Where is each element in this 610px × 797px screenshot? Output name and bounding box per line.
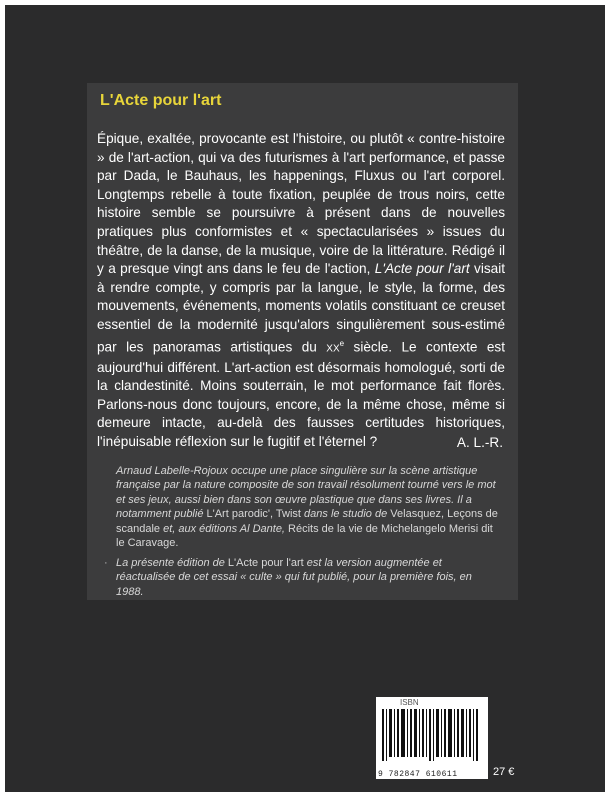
blurb-part2: visait à rendre compte, y compris par la langue, le style, la forme, des mouvements, événements, moments volatils constituant ce creuset essentiel de la modernité jusqu'alors singulièrement sous-estimé par les panoramas artistiques du: [97, 261, 506, 355]
edition-note: [104, 556, 502, 599]
barcode-number: 9 782847 610611: [378, 770, 458, 779]
blurb-century: XX: [326, 343, 340, 355]
price-label: 27 €: [493, 766, 515, 778]
bio-works1: L'Art parodic', Twist: [206, 508, 301, 521]
barcode: [376, 697, 488, 779]
blurb-part3: siècle. Le contexte est aujourd'hui différent. L'art-action est désormais homologué, sorti de la clandestinité. Moins souterrain, le mot performance fait florès. Parlons-nous donc toujours, encore, de la même chose, même si demeure intacte, au-delà des fausses certitudes historiques, l'inépuisable réflexion sur le fugitif et l'éternel ?: [97, 339, 506, 450]
note-book-title: L'Acte pour l'art: [227, 557, 304, 569]
bio-part3: et, aux éditions Al Dante,: [160, 522, 289, 535]
isbn-label: ISBN: [400, 698, 419, 707]
author-bio: [116, 464, 502, 550]
blurb-part1: Épique, exaltée, provocante est l'histoire, ou plutôt « contre-histoire » de l'art-action, qui va des futurismes à l'art performance, et passe par Dada, le Bauhaus, les happenings, Fluxus ou l'art corporel. Longtemps rebelle à toute fixation, peuplée de trous noirs, cette histoire semble se poursuivre à présent dans de nouvelles pratiques plus conformistes et « spectacularisées » issues du théâtre, de la danse, de la musique, voire de la littérature. Rédigé il y a presque vingt ans dans le feu de l'action,: [97, 131, 505, 277]
barcode-icon: [376, 697, 488, 779]
bio-works3: Récits de la vie de Michelangelo Merisi dit le Caravage: [116, 522, 493, 550]
blurb-paragraph: [97, 130, 505, 452]
bio-part1: Arnaud Labelle-Rojoux occupe une place singulière sur la scène artistique française par la nature composite de son travail résolument tourné vers le mot et ses jeux, aussi bien dans son œuvre plastique que dans ses livres. Il a notamment publié: [116, 465, 496, 521]
blurb-book-title: L'Acte pour l'art: [374, 261, 470, 277]
book-title-heading: L'Acte pour l'art: [100, 92, 222, 109]
author-initials: A. L.-R.: [456, 435, 503, 450]
note-part1: La présente édition de: [116, 557, 228, 569]
bullet-icon: ·: [104, 557, 108, 569]
note-part2: est la version augmentée et réactualisée de cet essai « culte » qui fut publié, pour la première fois, en 1988.: [116, 557, 472, 598]
bio-part2: dans le studio de: [300, 508, 391, 521]
bio-part4: .: [175, 537, 179, 550]
blurb-text: [97, 130, 505, 452]
bio-works2: Velasquez, Leçons de scandale: [116, 508, 498, 535]
blurb-century-sup: e: [339, 338, 345, 348]
